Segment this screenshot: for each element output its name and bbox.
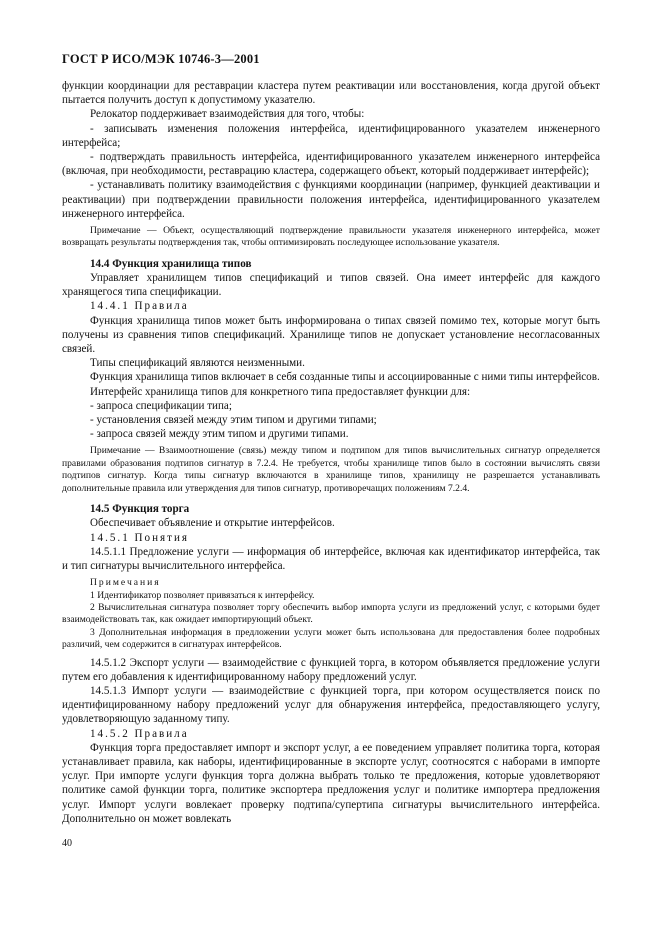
- paragraph: 14.5.1.2 Экспорт услуги — взаимодействие с функцией торга, в котором объявляется предложение услуги путем его добавления к идентифицированному набору предложений услуг.: [62, 656, 600, 683]
- note: 3 Дополнительная информация в предложении услуги может быть использована для предоставления более подробных различий, чем содержится в сигнатурах интерфейсов.: [62, 626, 600, 651]
- list-item: - запроса спецификации типа;: [90, 399, 232, 412]
- note: Примечание — Объект, осуществляющий подтверждение правильности указателя инженерного интерфейса, может возвращать результаты подтверждения так, чтобы оптимизировать последующее использование указателя.: [62, 225, 600, 249]
- subsection-heading: 14.4.1 Правила: [90, 300, 189, 313]
- note: 1 Идентификатор позволяет привязаться к интерфейсу.: [90, 589, 315, 601]
- document-body: [62, 79, 600, 826]
- list-item: - подтверждать правильность интерфейса, идентифицированного указателем инженерного интерфейса (включая, при необходимости, реставрацию кластера, содержащего объект, который поддерживает интерфейс);: [62, 151, 600, 178]
- paragraph: Типы спецификаций являются неизменными.: [90, 357, 305, 370]
- subsection-heading: 14.5.1 Понятия: [90, 531, 189, 544]
- note: Примечание — Взаимоотношение (связь) между типом и подтипом для типов вычислительных сигнатур определяется правилами образования подтипов сигнатур в 7.2.4. Не требуется, чтобы хранилище типов было в состоянии вычислять связи подтипов сигнатур. Когда типы сигнатур включаются в хранилище типов, хранилищу не разрешается устанавливать дополнительные правила или утверждения для типов сигнатур, противоречащих положениям 7.2.4.: [62, 445, 600, 494]
- paragraph: 14.5.1.1 Предложение услуги — информация об интерфейсе, включая как идентификатор интерфейса, так и тип сигнатуры вычислительного интерфейса.: [62, 545, 600, 572]
- document-header: ГОСТ Р ИСО/МЭК 10746-3—2001: [62, 52, 260, 66]
- paragraph: Управляет хранилищем типов спецификаций и типов связей. Она имеет интерфейс для каждого хранящегося типа спецификации.: [62, 272, 600, 299]
- list-item: - установления связей между этим типом и другими типами;: [90, 414, 377, 427]
- paragraph: Функция хранилища типов может быть информирована о типах связей помимо тех, которые могут быть получены из сравнения типов спецификаций. Хранилище типов не допускает установление несогласованных связей.: [62, 314, 600, 356]
- list-item: - запроса связей между этим типом и другими типами.: [90, 428, 349, 441]
- page-number: 40: [62, 838, 72, 849]
- list-item: - записывать изменения положения интерфейса, идентифицированного указателем инженерного интерфейса;: [62, 122, 600, 149]
- paragraph: Функция торга предоставляет импорт и экспорт услуг, а ее поведением управляет политика торга, которая устанавливает правила, как наборы, идентифицированные в экспорте услуг, соотносятся с наборами в импорте услуг. При импорте услуги функция торга должна выбрать только те предложения, которые удовлетворяют политике самой функции торга, политике экспортера предложения услуг и политике импортера предложения услуг. Импорт услуги вовлекает проверку подтипа/супертипа сигнатуры вычислительного интерфейса. Дополнительно он может вовлекать: [62, 741, 600, 825]
- paragraph: функции координации для реставрации кластера путем реактивации или восстановления, когда другой объект пытается получить доступ к допустимому указателю.: [62, 80, 600, 107]
- paragraph: Обеспечивает объявление и открытие интерфейсов.: [90, 517, 335, 530]
- list-item: - устанавливать политику взаимодействия с функциями координации (например, функцией деактивации и реактивации) при подтверждении правильности положения интерфейса, идентифицированного указателем инженерного интерфейса.: [62, 179, 600, 220]
- section-heading: 14.5 Функция торга: [90, 503, 190, 516]
- notes-heading: Примечания: [90, 577, 161, 589]
- paragraph: Функция хранилища типов включает в себя созданные типы и ассоциированные с ними типы интерфейсов.: [90, 371, 600, 384]
- paragraph: Интерфейс хранилища типов для конкретного типа предоставляет функции для:: [90, 385, 471, 398]
- subsection-heading: 14.5.2 Правила: [90, 727, 189, 740]
- note: 2 Вычислительная сигнатура позволяет торгу обеспечить выбор импорта услуги из предложений услуг, с которыми будет взаимодействовать так, как ожидает импортирующий объект.: [62, 601, 600, 626]
- paragraph: 14.5.1.3 Импорт услуги — взаимодействие с функцией торга, при котором осуществляется поиск по идентифицированному набору предложений услуг для обнаружения интерфейса, предоставляющего услугу, удовлетворяющую заданному типу.: [62, 684, 600, 726]
- paragraph: Релокатор поддерживает взаимодействия для того, чтобы:: [90, 108, 365, 121]
- section-heading: 14.4 Функция хранилища типов: [90, 257, 252, 270]
